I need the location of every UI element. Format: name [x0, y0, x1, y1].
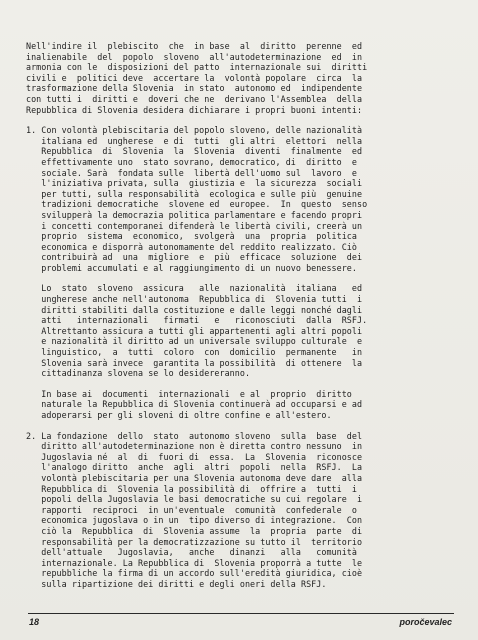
text-line: i concetti contemporanei difenderà le libertà civili, creerà un — [26, 220, 363, 231]
page-number: 18 — [29, 617, 40, 627]
text-line: Lo stato sloveno assicura alle nazionalità italiana ed — [26, 283, 363, 294]
text-line: Jugoslavia né al di fuori di essa. La Slovenia riconosce — [26, 451, 363, 462]
text-line: ciò la Repubblica di Slovenia assume la propria parte di — [26, 525, 363, 536]
section-1-paragraph-2 — [26, 283, 456, 378]
text-line: trasformazione della Slovenia in stato autonomo ed indipendente — [26, 83, 363, 94]
text-line: Repubblica di Slovenia la possibilità di offrire a tutti i — [26, 483, 357, 494]
text-line: Altrettanto assicura a tutti gli appartenenti agli altri popoli — [26, 325, 363, 336]
text-line: diritti stabiliti dalla costituzione e dalle leggi nonché dagli — [26, 304, 363, 315]
text-line: popoli della Jugoslavia le basi democratiche su cui regolare i — [26, 494, 363, 505]
text-line: e nazionalità il diritto ad un universale sviluppo culturale e — [26, 336, 363, 347]
text-line: economica e disporrà autonomamente del reddito realizzato. Ciò — [26, 241, 357, 252]
text-line: per tutti, sulla responsabilità ecologica e sulle più genuine — [26, 188, 363, 199]
text-line: svilupperà la democrazia politica parlamentare e facendo propri — [26, 209, 363, 220]
text-line: volontà plebiscitaria per una Slovenia autonoma deve dare alla — [26, 472, 363, 483]
text-line: Repubblica di Slovenia la Slovenia diventi finalmente ed — [26, 146, 363, 157]
publication-name: poročevalec — [399, 617, 452, 627]
text-line: proprio sistema economico, svolgerà una propria politica — [26, 231, 357, 242]
text-line: armonia con le disposizioni del patto internazionale sui diritti — [26, 62, 368, 73]
text-line: naturale la Repubblica di Slovenia continuerà ad occuparsi e ad — [26, 399, 363, 410]
text-line: repubbliche la firma di un accordo sull'eredità giuridica, cioè — [26, 568, 363, 579]
text-line: l'analogo diritto anche agli altri popoli nella RSFJ. La — [26, 462, 363, 473]
text-line: 1. Con volontà plebiscitaria del popolo sloveno, delle nazionalità — [26, 125, 363, 136]
text-line: ungherese anche nell'autonoma Repubblica di Slovenia tutti i — [26, 294, 363, 305]
text-line: atti internazionali firmati e riconosciuti dalla RSFJ. — [26, 315, 368, 326]
text-line: In base ai documenti internazionali e al proprio diritto — [26, 388, 352, 399]
text-line: contribuirà ad una migliore e più efficace soluzione dei — [26, 252, 363, 263]
section-2-paragraph — [26, 431, 456, 590]
text-line: Repubblica di Slovenia desidera dichiarare i propri buoni intenti: — [26, 104, 363, 115]
text-line: economica jugoslava o in un tipo diverso di integrazione. Con — [26, 515, 363, 526]
text-line: Nell'indire il plebiscito che in base al diritto perenne ed — [26, 41, 363, 51]
text-line: linguistico, a tutti coloro con domicilio permanente in — [26, 347, 363, 358]
text-line: diritto all'autodeterminazione non è diretta contro nessuno in — [26, 441, 363, 452]
body-text — [26, 41, 456, 590]
text-line: sociale. Sarà fondata sulle libertà dell'uomo sul lavoro e — [26, 167, 357, 178]
text-line: problemi accumulati e al raggiungimento di un nuovo benessere. — [26, 262, 357, 273]
text-line: effettivamente uno stato sovrano, democratico, di diritto e — [26, 156, 357, 167]
intro-paragraph — [26, 41, 456, 115]
footer-rule — [28, 613, 454, 614]
text-line: adoperarsi per gli sloveni di oltre confine e all'estero. — [26, 410, 332, 420]
text-line: tradizioni democratiche slovene ed europee. In questo senso — [26, 199, 368, 210]
text-line: sulla ripartizione dei diritti e degli oneri della RSFJ. — [26, 578, 327, 589]
section-1-paragraph-3 — [26, 389, 456, 421]
text-line: responsabilità per la democratizzazione su tutto il territorio — [26, 536, 363, 547]
text-line: italiana ed ungherese e di tutti gli altri elettori nella — [26, 135, 363, 146]
text-line: l'iniziativa privata, sulla giustizia e la sicurezza sociali — [26, 178, 363, 189]
section-1-paragraph-1 — [26, 125, 456, 273]
text-line: inalienabile del popolo sloveno all'autodeterminazione ed in — [26, 51, 363, 62]
text-line: con tutti i diritti e doveri che ne derivano l'Assemblea della — [26, 93, 363, 104]
text-line: cittadinanza slovena se lo desidereranno. — [26, 368, 251, 379]
text-line: rapporti reciproci in un'eventuale comunità confederale o — [26, 504, 357, 515]
text-line: civili e politici deve accertare la volontà popolare circa la — [26, 72, 363, 83]
text-line: dell'attuale Jugoslavia, anche dinanzi alla comunità — [26, 547, 357, 558]
text-line: 2. La fondazione dello stato autonomo sloveno sulla base del — [26, 430, 363, 441]
text-line: Slovenia sarà invece garantita la possibilità di ottenere la — [26, 357, 363, 368]
text-line: internazionale. La Repubblica di Slovenia proporrà a tutte le — [26, 557, 363, 568]
